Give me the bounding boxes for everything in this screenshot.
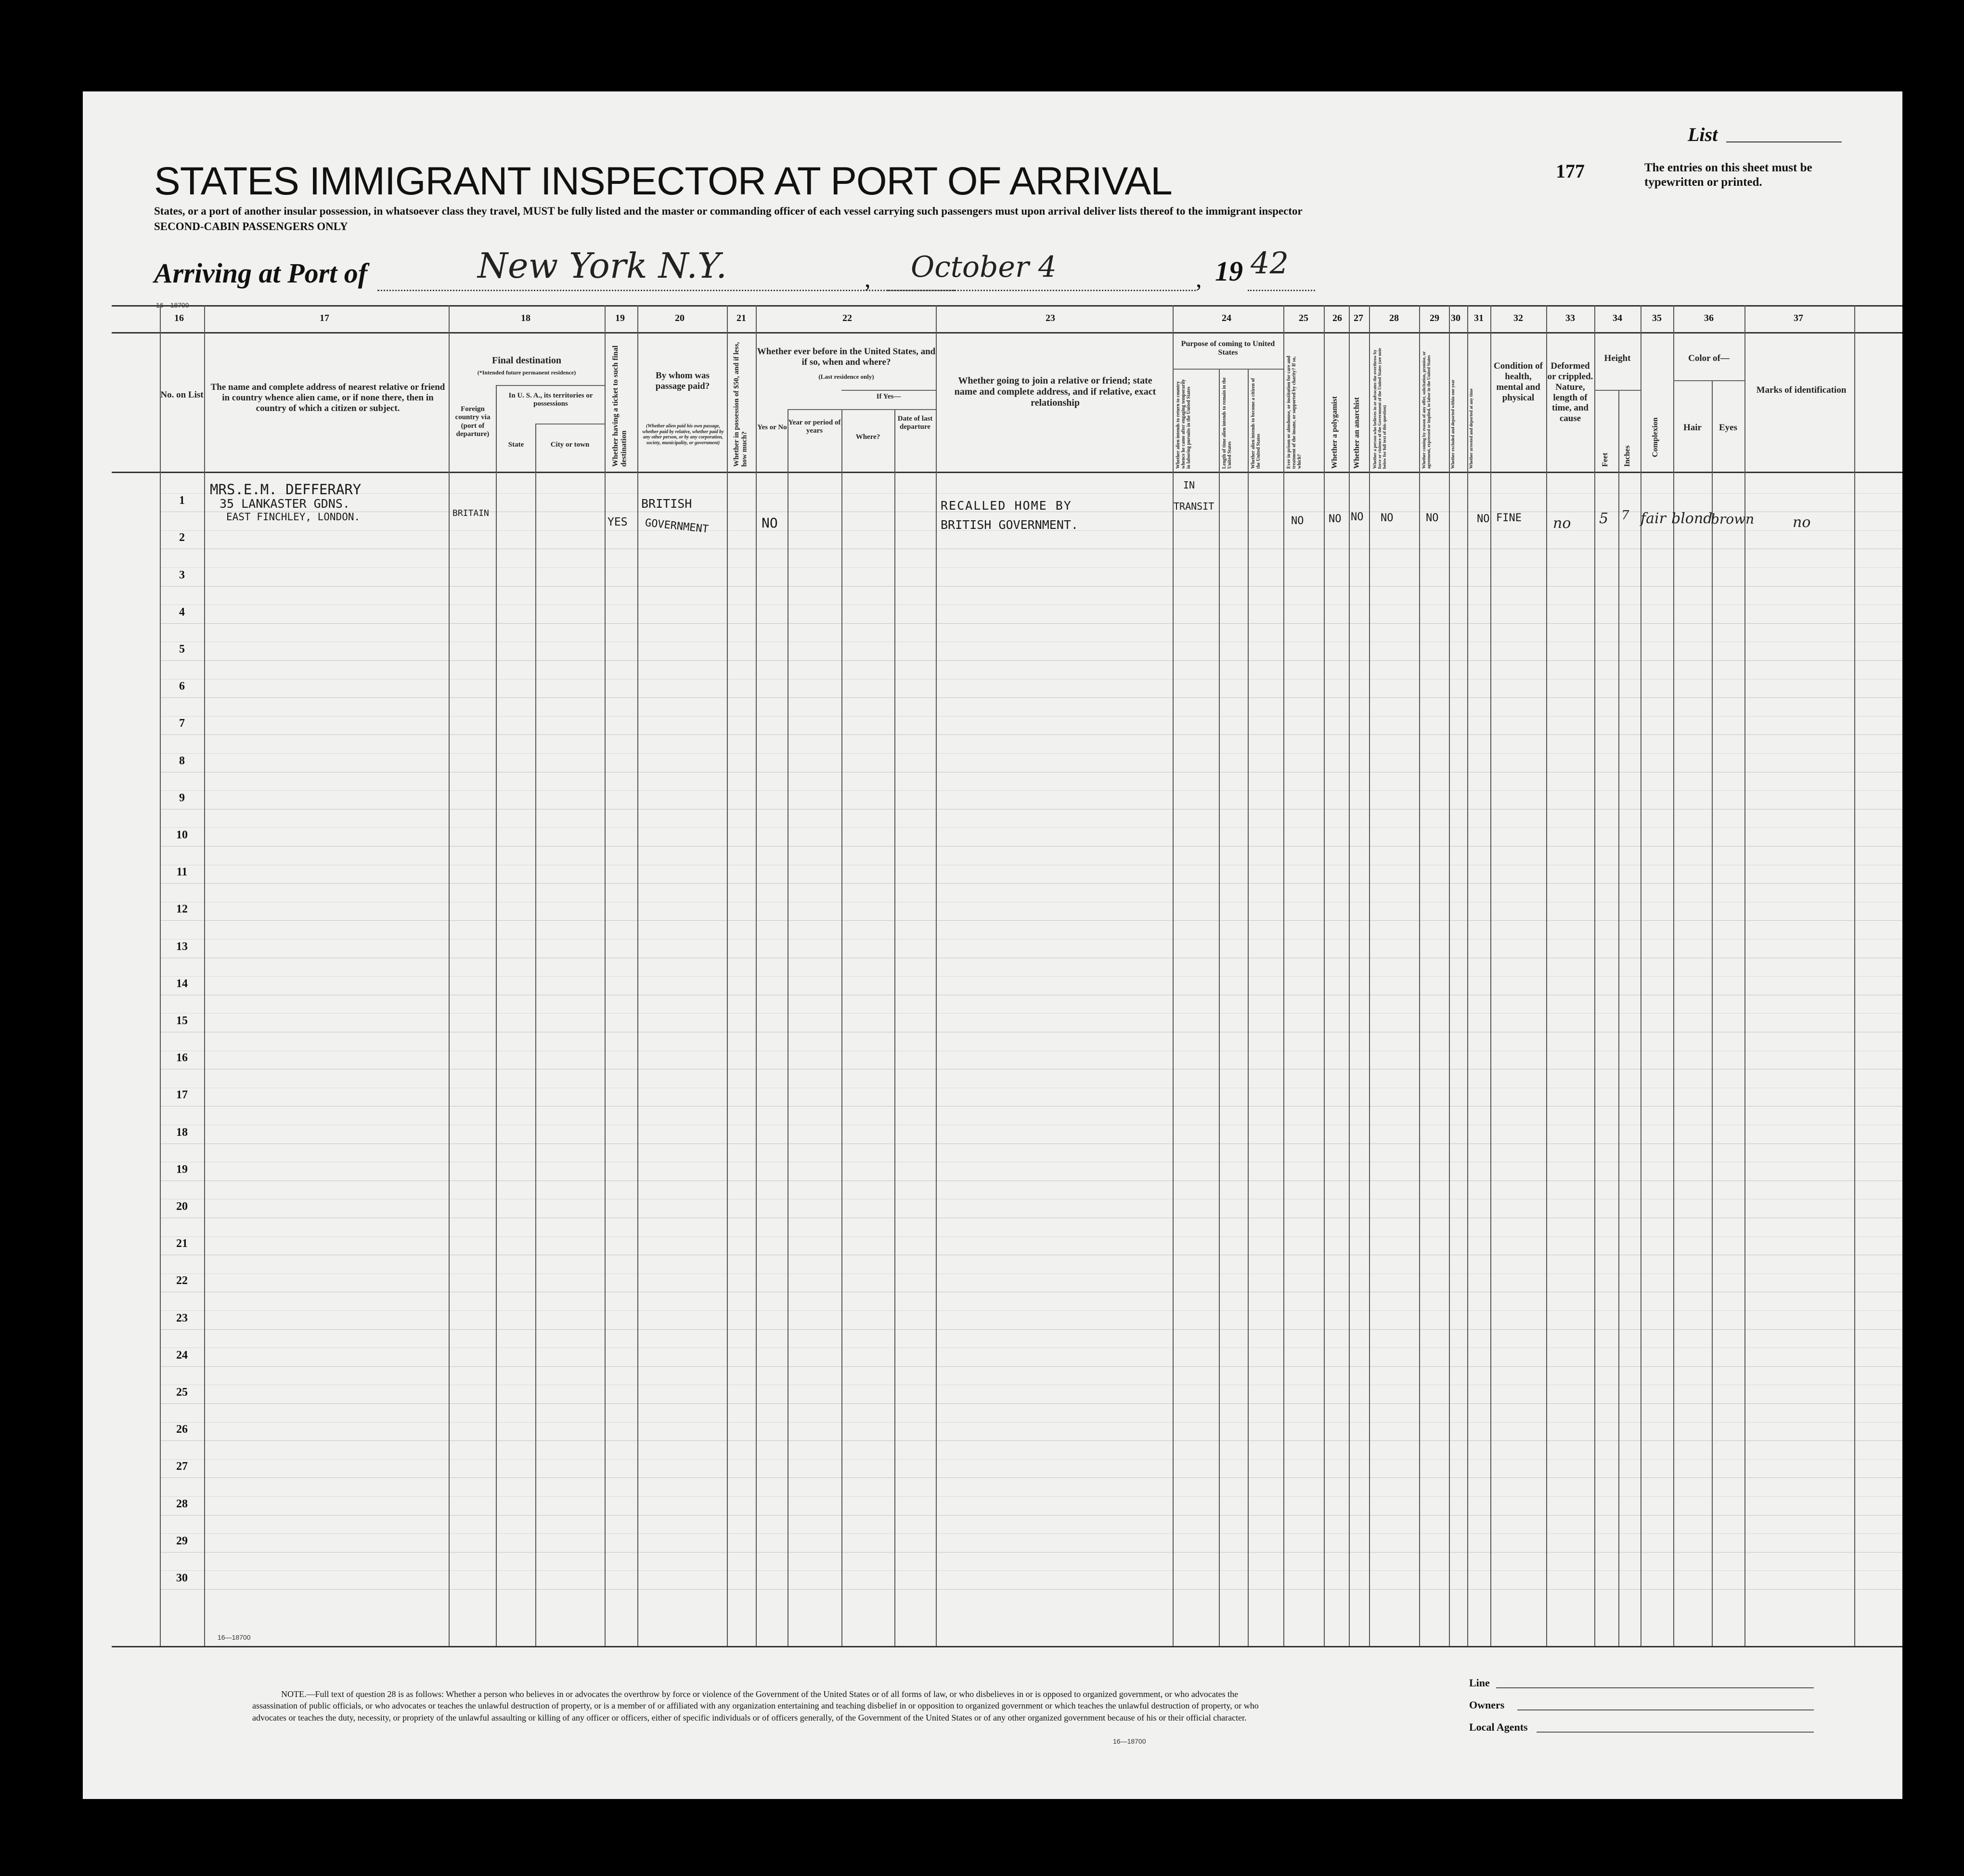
row-number: 20 — [176, 1200, 188, 1213]
row-number: 7 — [179, 717, 185, 730]
row-number: 25 — [176, 1386, 188, 1399]
column-divider — [1712, 380, 1713, 1646]
header-subrule — [841, 390, 936, 391]
footer-owners-label: Owners — [1469, 1699, 1505, 1711]
footer-note: NOTE.—Full text of question 28 is as follows: Whether a person who believes in or advocates the overthrow by force or violence of the Government of the United States or of all forms of law, or who disbelieves in or is opposed to organized government, or who advocates the assassination of public officials, or who advocates or teaches the unlawful destruction of property, or is a member of or affiliated with any organization entertaining and teaching disbelief in or opposition to organized government or which teaches the unlawful destruction of property, or who advocates or teaches the duty, necessity, or propriety of the unlawful assaulting or killing of any officer or officers, either of specific individuals or of officers generally, of the Government of the United States or of any other organized government because of his or their official character. — [252, 1689, 1259, 1722]
year-prefix: 19 — [1215, 256, 1243, 287]
header-color: Color of— — [1688, 353, 1730, 363]
page-title: STATES IMMIGRANT INSPECTOR AT PORT OF ARRIVAL — [154, 159, 1172, 203]
row-number: 19 — [176, 1163, 188, 1176]
row-number: 15 — [176, 1015, 188, 1027]
header-subrule — [1173, 369, 1283, 370]
row-number: 18 — [176, 1126, 188, 1139]
header-eyes: Eyes — [1719, 423, 1737, 433]
column-divider — [1349, 305, 1350, 1646]
column-divider — [1546, 305, 1547, 1646]
entry-relative-line1: MRS.E.M. DEFFERARY — [210, 481, 362, 498]
entry-deformed: no — [1553, 515, 1571, 532]
entry-health: FINE — [1496, 512, 1522, 524]
header-joining: Whether going to join a relative or friend; state name and complete address, and if relative, exact relationship — [954, 375, 1156, 408]
list-label: List — [1688, 124, 1718, 145]
entry-hair: blond — [1671, 510, 1713, 527]
entry-anarchist: NO — [1351, 511, 1364, 523]
column-divider — [160, 305, 161, 1646]
header-ever-before: Whether ever before in the United States, and if so, when and where? — [757, 347, 936, 367]
header-if-yes: If Yes— — [876, 393, 901, 400]
row-number: 2 — [179, 531, 185, 544]
port-value: New York N.Y. — [478, 245, 727, 286]
row-number: 24 — [176, 1349, 188, 1362]
column-number: 33 — [1565, 313, 1575, 323]
column-number: 36 — [1704, 313, 1714, 323]
date-value: October 4 — [911, 250, 1057, 284]
entry-ticket: YES — [607, 516, 628, 528]
entry-joining-line1: RECALLED HOME BY — [941, 499, 1072, 513]
column-divider — [841, 409, 842, 1646]
year-suffix: 42 — [1251, 245, 1289, 281]
footer-agents-label: Local Agents — [1469, 1721, 1528, 1733]
row-number: 4 — [179, 606, 185, 618]
column-divider — [1449, 305, 1450, 1646]
header-purpose-length: Length of time alien intends to remain in the United States — [1222, 377, 1232, 469]
header-subrule — [1594, 390, 1641, 391]
column-divider — [1467, 305, 1468, 1646]
comma: , — [865, 265, 871, 292]
header-bottom-rule — [112, 472, 1902, 473]
column-divider — [1219, 369, 1220, 1646]
row-number: 13 — [176, 940, 188, 953]
column-number: 37 — [1794, 313, 1803, 323]
column-number: 30 — [1451, 313, 1460, 323]
header-date-departure: Date of last departure — [897, 415, 933, 431]
entry-feet: 5 — [1599, 510, 1609, 527]
page-number: 177 — [1556, 160, 1585, 182]
column-divider — [756, 305, 757, 1646]
header-in-usa: In U. S. A., its territories or possessions — [508, 392, 593, 408]
entry-passage-line1: BRITISH — [641, 497, 692, 511]
column-divider — [727, 305, 728, 1646]
column-number: 21 — [736, 313, 746, 323]
header-foreign-country: Foreign country via (port of departure) — [455, 405, 491, 438]
header-passage-paid-sub: (Whether alien paid his own passage, whether paid by relative, whether paid by any other person, or by any corporation, society, municipality, or government) — [642, 424, 724, 446]
row-number: 23 — [176, 1312, 188, 1324]
header-fifty-dollars: Whether in possession of $50, and if less, how much? — [733, 342, 749, 467]
row-number: 17 — [176, 1089, 188, 1101]
footer-owners-underline — [1517, 1709, 1814, 1710]
comma: , — [1196, 265, 1202, 292]
entry-inches: 7 — [1621, 508, 1629, 523]
row-number: 14 — [176, 977, 188, 990]
column-number-rule — [112, 332, 1902, 334]
header-ever-before-sub: (Last residence only) — [818, 373, 874, 380]
header-prison: Ever in prison or almshouse, or institution for care and treatment of the insane, or supported by charity? If so, which? — [1286, 356, 1302, 469]
header-subrule — [788, 409, 936, 410]
row-number: 9 — [179, 792, 185, 804]
row-number: 27 — [176, 1460, 188, 1473]
row-number: 22 — [176, 1274, 188, 1287]
header-purpose-return: Whether alien intends to return to country whence he came after engaging temporarily in laboring pursuits in the United States — [1176, 379, 1191, 469]
header-overthrow: Whether a person who believes in or advocates the overthrow by force or violence of the Government of the United States (see note below for full text of this question) — [1372, 348, 1387, 469]
row-number: 21 — [176, 1237, 188, 1250]
column-divider — [1369, 305, 1370, 1646]
column-number: 28 — [1389, 313, 1399, 323]
entry-eyes: brown — [1711, 511, 1755, 527]
row-number: 26 — [176, 1423, 188, 1436]
entry-overthrow: NO — [1381, 512, 1394, 524]
header-final-destination: Final destination — [492, 355, 561, 366]
header-state: State — [508, 441, 524, 449]
header-labor-offer: Whether coming by reason of any offer, solicitation, promise, or agreement, expressed or implied, to labor in the United States — [1421, 351, 1431, 469]
column-divider — [936, 305, 937, 1646]
footer-agents-underline — [1537, 1732, 1814, 1733]
column-divider — [894, 409, 895, 1646]
header-no-on-list: No. on List — [160, 390, 204, 400]
entry-complexion: fair — [1641, 510, 1666, 527]
table-form-code: 16—18700 — [218, 1633, 251, 1641]
header-where: Where? — [855, 433, 880, 441]
header-final-destination-sub: (*Intended future permanent residence) — [477, 369, 576, 376]
header-subrule — [497, 385, 605, 386]
entry-polygamist: NO — [1329, 513, 1342, 525]
column-divider — [496, 385, 497, 1646]
column-divider — [605, 305, 606, 1646]
row-number: 29 — [176, 1535, 188, 1547]
column-number: 20 — [675, 313, 685, 323]
column-number: 22 — [842, 313, 852, 323]
header-height: Height — [1604, 353, 1631, 363]
header-marks: Marks of identification — [1756, 385, 1847, 395]
row-number: 30 — [176, 1572, 188, 1584]
entry-relative-line3: EAST FINCHLEY, LONDON. — [226, 511, 361, 523]
header-purpose-citizen: Whether alien intends to become a citizen of the United States — [1251, 378, 1261, 469]
column-divider — [1324, 305, 1325, 1646]
column-divider — [1744, 305, 1745, 1646]
table-top-border — [112, 305, 1902, 307]
column-number: 34 — [1613, 313, 1622, 323]
year-line — [1248, 290, 1315, 291]
arriving-label: Arriving at Port of — [154, 257, 368, 289]
column-number: 19 — [615, 313, 625, 323]
column-divider — [1248, 369, 1249, 1646]
footer-line-label: Line — [1469, 1677, 1490, 1689]
row-number: 28 — [176, 1498, 188, 1510]
date-line — [888, 290, 1196, 291]
header-hair: Hair — [1683, 423, 1702, 433]
footer-form-code: 16—18700 — [1113, 1737, 1146, 1745]
header-passage-paid: By whom was passage paid? — [655, 371, 710, 391]
header-ticket: Whether having a ticket to such final destination — [611, 345, 628, 467]
column-divider — [204, 305, 205, 1646]
list-number-line — [1726, 141, 1842, 142]
column-number: 27 — [1354, 313, 1363, 323]
column-divider — [1283, 305, 1284, 1646]
row-number: 3 — [179, 569, 185, 581]
row-number: 10 — [176, 829, 188, 841]
column-divider — [1594, 305, 1595, 1646]
column-divider — [1490, 305, 1491, 1646]
column-number: 17 — [320, 313, 329, 323]
column-divider — [535, 424, 536, 1646]
row-number: 16 — [176, 1052, 188, 1064]
entry-before-in-us: NO — [762, 515, 778, 531]
column-number: 24 — [1222, 313, 1231, 323]
header-complexion: Complexion — [1651, 417, 1659, 457]
column-number: 31 — [1474, 313, 1484, 323]
column-number: 16 — [174, 313, 184, 323]
header-health: Condition of health, mental and physical — [1494, 361, 1543, 403]
header-excluded: Whether excluded and deported within one year — [1450, 379, 1455, 469]
header-anarchist: Whether an anarchist — [1353, 397, 1361, 469]
entry-purpose-line2: TRANSIT — [1174, 501, 1215, 512]
row-number: 12 — [176, 903, 188, 915]
entries-note: The entries on this sheet must be typewritten or printed. — [1644, 161, 1812, 189]
column-number: 26 — [1332, 313, 1342, 323]
class-note: SECOND-CABIN PASSENGERS ONLY — [154, 220, 348, 232]
column-number: 23 — [1046, 313, 1055, 323]
header-subrule — [1673, 380, 1744, 381]
entry-labor-offer: NO — [1426, 512, 1439, 524]
header-inches: Inches — [1623, 445, 1631, 467]
header-feet: Feet — [1601, 452, 1609, 467]
column-divider — [637, 305, 638, 1646]
row-number: 6 — [179, 680, 185, 693]
header-city: City or town — [550, 441, 590, 449]
footer-line-underline — [1496, 1687, 1814, 1688]
column-divider — [1419, 305, 1420, 1646]
column-number: 32 — [1513, 313, 1523, 323]
row-number: 1 — [179, 494, 185, 507]
entry-passage-line2: GOVERNMENT — [644, 517, 710, 536]
column-number: 25 — [1299, 313, 1308, 323]
header-deformed: Deformed or crippled. Nature, length of time, and cause — [1547, 361, 1593, 424]
entry-relative-line2: 35 LANKASTER GDNS. — [220, 497, 350, 511]
entry-purpose-line1: IN — [1183, 479, 1195, 491]
row-number: 11 — [176, 866, 188, 878]
column-divider — [449, 305, 450, 1646]
column-divider — [1854, 305, 1855, 1646]
entry-deported: NO — [1477, 513, 1490, 525]
header-polygamist: Whether a polygamist — [1331, 396, 1339, 469]
header-purpose: Purpose of coming to United States — [1181, 340, 1275, 357]
entry-prison: NO — [1291, 515, 1304, 527]
column-number: 35 — [1652, 313, 1662, 323]
table-bottom-border — [112, 1646, 1902, 1647]
subtitle: States, or a port of another insular possession, in whatsoever class they travel, MUST be fully listed and the master or commanding officer of each vessel carrying such passengers must upon arrival deliver lists thereof to the immigrant inspector — [154, 205, 1303, 217]
header-yes-no: Yes or No — [757, 424, 787, 431]
column-divider — [1673, 305, 1674, 1646]
header-deported: Whether arrested and deported at any time — [1469, 388, 1473, 469]
entry-marks: no — [1793, 514, 1811, 531]
column-divider — [1618, 390, 1619, 1646]
column-number: 18 — [521, 313, 530, 323]
header-relative-address: The name and complete address of nearest relative or friend in country whence alien came, or if none there, then in country of which a citizen or subject. — [210, 382, 445, 413]
entry-joining-line2: BRITISH GOVERNMENT. — [941, 518, 1078, 532]
entry-foreign-country: BRITAIN — [452, 508, 489, 518]
row-number: 8 — [179, 755, 185, 767]
manifest-sheet — [83, 91, 1902, 1799]
header-year-period: Year or period of years — [788, 419, 841, 435]
row-number: 5 — [179, 643, 185, 655]
column-number: 29 — [1430, 313, 1439, 323]
